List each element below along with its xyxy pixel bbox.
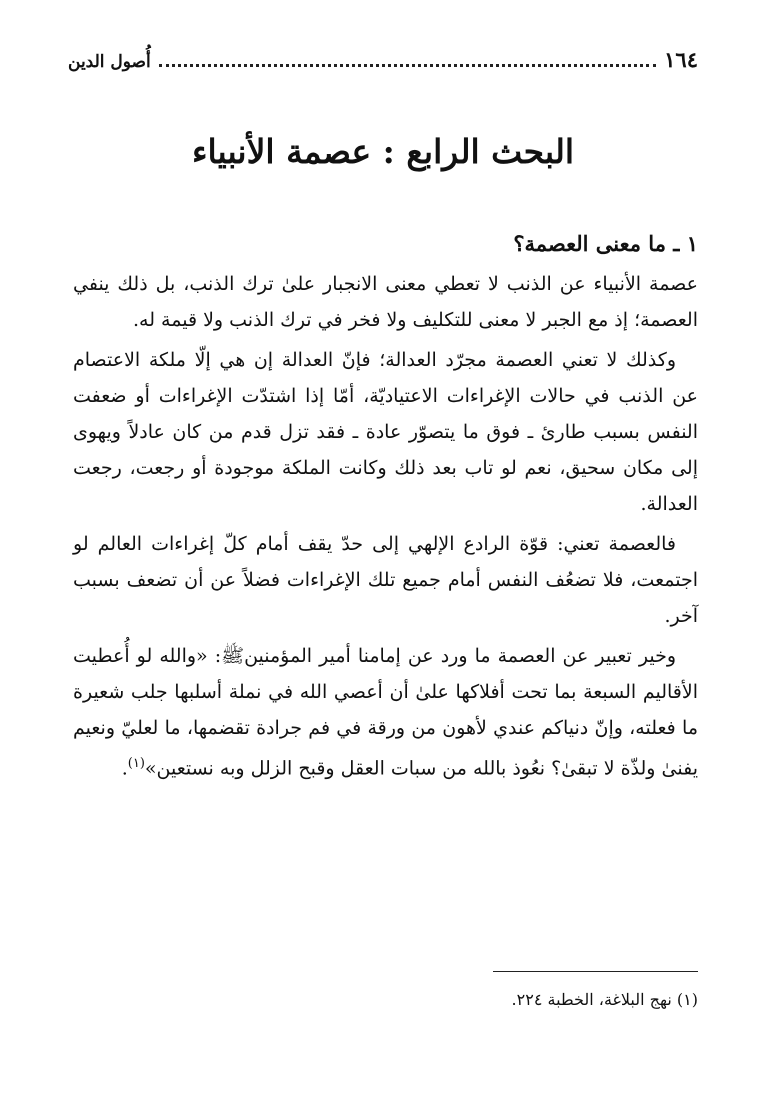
footnote: (١) نهج البلاغة، الخطبة ٢٢٤. xyxy=(511,990,698,1009)
paragraph: وكذلك لا تعني العصمة مجرّد العدالة؛ فإنّ العدالة إن هي إلّا ملكة الاعتصام عن الذنب في حالات الإغراءات الاعتياديّة، أمّا إذا اشتدّت الإغراءات أو ضعفت النفس بسبب طارئ ـ فوق ما يتصوّر عادة ـ فقد تزل قدم من كان عادلاً ويهوى إلى مكان سحيق، نعم لو تاب بعد ذلك وكانت الملكة موجودة أو رجعت، رجعت العدالة. xyxy=(73,349,698,515)
chapter-title: البحث الرابع : عصمة الأنبياء xyxy=(191,132,575,171)
paragraph: عصمة الأنبياء عن الذنب لا تعطي معنى الانجبار علىٰ ترك الذنب، بل ذلك ينفي العصمة؛ إذ مع الجبر لا معنى للتكليف ولا فخر في ترك الذنب ولا قيمة له. xyxy=(73,273,698,331)
footnote-reference[interactable]: (١) xyxy=(127,756,145,771)
page-number: ١٦٤ xyxy=(664,47,698,72)
header-dot-leader xyxy=(159,64,656,67)
quote-text: وخير تعبير عن العصمة ما ورد عن إمامنا أمير المؤمنين‬ﷺ: «والله لو أُعطيت الأقاليم السبعة بما تحت أفلاكها علىٰ أن أعصي الله في نملة أسلبها جلب شعيرة ما فعلته، وإنّ دنياكم عندي لأهون من ورقة في فم جرادة تقضمها، ما لعليّ ونعيم يفنىٰ ولذّة لا تبقىٰ؟ نعُوذ بالله من سبات العقل وقبح الزلل وبه نستعين» xyxy=(73,645,698,780)
paragraph: فالعصمة تعني: قوّة الرادع الإلهي إلى حدّ يقف أمام كلّ إغراءات العالم لو اجتمعت، فلا تضعُف النفس أمام جميع تلك الإغراءات فضلاً عن أن تضعف بسبب آخر. xyxy=(73,533,698,627)
footnote-separator xyxy=(493,971,698,972)
body-text xyxy=(73,226,698,790)
running-header xyxy=(68,42,698,72)
section-heading: ١ ـ ما معنى العصمة؟ xyxy=(513,231,698,256)
book-title: أُصول الدين xyxy=(68,52,151,72)
quote-paragraph: وخير تعبير عن العصمة ما ورد عن إمامنا أمير المؤمنين‬ﷺ: «والله لو أُعطيت الأقاليم السبعة بما تحت أفلاكها علىٰ أن أعصي الله في نملة أسلبها جلب شعيرة ما فعلته، وإنّ دنياكم عندي لأهون من ورقة في فم جرادة تقضمها، ما لعليّ ونعيم يفنىٰ ولذّة لا تبقىٰ؟ نعُوذ بالله من سبات العقل وقبح الزلل وبه نستعين»$^{(١)}$. xyxy=(73,645,698,780)
